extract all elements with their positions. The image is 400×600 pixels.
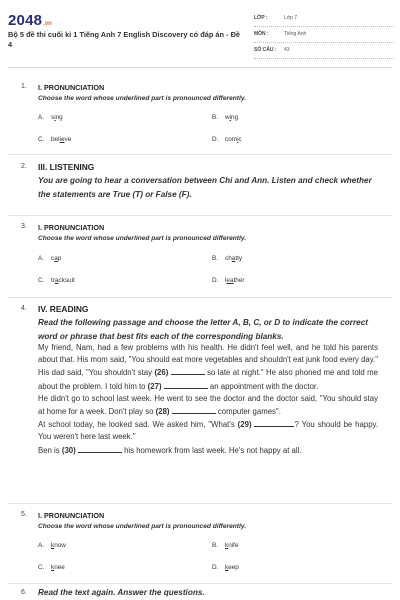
word-part: bel <box>51 136 60 143</box>
site-logo[interactable] <box>8 12 52 29</box>
passage-text: an appointment with the doctor. <box>209 381 319 391</box>
meta-label: LỚP : <box>254 15 268 21</box>
passage-text: computer games". <box>217 407 281 417</box>
section-title: IV. READING <box>38 304 89 314</box>
meta-subject <box>254 29 394 43</box>
option-b[interactable] <box>212 114 238 121</box>
option-c[interactable] <box>38 136 71 143</box>
passage-text: He didn't go to school last week. He went to see the doctor and the doctor said, "You should stay at home for a week. Don't play so <box>38 393 378 417</box>
meta-label: MÔN : <box>254 31 269 37</box>
question-instruction: Choose the word whose underlined part is pronounced differently. <box>38 95 247 102</box>
logo-suffix: .vn <box>43 21 52 27</box>
underlined-part: i <box>229 114 232 121</box>
section-divider <box>8 215 392 216</box>
word-part: tr <box>51 277 55 284</box>
question-instruction: Choose the word whose underlined part is pronounced differently. <box>38 235 247 242</box>
meta-value: Lớp 7 <box>284 15 298 21</box>
word-part: c <box>238 136 242 143</box>
option-letter: B. <box>212 114 219 121</box>
option-letter: A. <box>38 255 45 262</box>
option-letter: A. <box>38 542 45 549</box>
passage-text: his homework from last week. He's not happy at all. <box>124 445 302 455</box>
word-part: ng <box>231 114 239 121</box>
exam-meta <box>254 13 394 61</box>
section-title: III. LISTENING <box>38 162 95 172</box>
passage-text: so late at night." He also phoned me and told me about the problem. I told him to <box>38 368 378 391</box>
question-instruction: Choose the word whose underlined part is pronounced differently. <box>38 523 247 530</box>
option-b[interactable] <box>212 542 239 549</box>
option-letter: A. <box>38 114 45 121</box>
word-part: eep <box>228 564 239 571</box>
section-divider <box>8 503 392 504</box>
passage-paragraph <box>38 393 378 418</box>
underlined-part: i <box>54 114 56 121</box>
option-letter: C. <box>38 564 45 571</box>
question-instruction: Read the following passage and choose the letter A, B, C, or D to indicate the correct word or phrase that best fits each of the corresponding blanks. <box>38 318 368 341</box>
option-b[interactable] <box>212 255 242 262</box>
word-part: nife <box>228 542 239 549</box>
blank-number: (29) <box>237 420 252 430</box>
option-letter: D. <box>212 136 219 143</box>
answer-blank[interactable] <box>171 366 205 375</box>
header-divider <box>8 67 392 68</box>
section-title: I. PRONUNCIATION <box>38 223 105 232</box>
underlined-part: k <box>51 542 55 549</box>
question-instruction: You are going to hear a conversation between Chi and Ann. Listen and check whether the statements are True (T) or False (F). <box>38 176 372 199</box>
passage-paragraph <box>38 444 378 457</box>
meta-value: Tiếng Anh <box>284 31 307 37</box>
underlined-part: a <box>231 255 236 262</box>
meta-question-count <box>254 45 394 59</box>
option-letter: D. <box>212 564 219 571</box>
answer-blank[interactable] <box>164 380 208 389</box>
underlined-part: k <box>51 564 55 571</box>
word-part: com <box>225 136 238 143</box>
option-c[interactable] <box>38 564 65 571</box>
passage-paragraph <box>38 418 378 443</box>
option-letter: C. <box>38 277 45 284</box>
option-letter: B. <box>212 542 219 549</box>
page-header <box>0 0 400 64</box>
underlined-part: ie <box>59 136 65 143</box>
underlined-part: i <box>237 136 239 143</box>
option-letter: C. <box>38 136 45 143</box>
word-part: ve <box>64 136 72 143</box>
underlined-part: a <box>54 277 59 284</box>
option-letter: D. <box>212 277 219 284</box>
question-number: 6. <box>21 589 27 596</box>
word-part: l <box>225 277 227 284</box>
section-title: I. PRONUNCIATION <box>38 511 105 520</box>
section-divider <box>8 297 392 298</box>
answer-blank[interactable] <box>172 405 216 414</box>
option-a[interactable] <box>38 255 61 262</box>
word-part: p <box>57 255 62 262</box>
answer-blank[interactable] <box>254 418 294 427</box>
meta-class <box>254 13 394 27</box>
question-number: 2. <box>21 163 27 170</box>
blank-number: (26) <box>154 368 169 378</box>
section-divider <box>8 154 392 155</box>
word-part: ng <box>55 114 63 121</box>
question-number: 5. <box>21 511 27 518</box>
option-a[interactable] <box>38 114 63 121</box>
blank-number: (28) <box>155 407 170 417</box>
underlined-part: k <box>225 564 229 571</box>
word-part: tty <box>235 255 243 262</box>
word-part: cksuit <box>58 277 75 284</box>
meta-value: 43 <box>284 47 290 53</box>
option-a[interactable] <box>38 542 66 549</box>
passage-paragraph <box>38 342 378 393</box>
word-part: nee <box>54 564 65 571</box>
option-letter: B. <box>212 255 219 262</box>
word-part: w <box>225 114 230 121</box>
section-title: I. PRONUNCIATION <box>38 83 105 92</box>
passage-text: ? You should be happy. You weren't here last week." <box>38 420 379 442</box>
blank-number: (27) <box>147 381 162 391</box>
section-divider <box>8 583 392 584</box>
passage-text: At school today, he looked sad. We asked him, "What's <box>38 420 235 430</box>
answer-blank[interactable] <box>78 444 122 453</box>
question-number: 4. <box>21 305 27 312</box>
question-number: 3. <box>21 223 27 230</box>
question-number: 1. <box>21 83 27 90</box>
word-part: c <box>51 255 55 262</box>
underlined-part: k <box>225 542 229 549</box>
blank-number: (30) <box>61 445 76 455</box>
question-instruction: Read the text again. Answer the questions. <box>38 588 205 597</box>
word-part: s <box>51 114 55 121</box>
word-part: now <box>54 542 66 549</box>
word-part: ch <box>225 255 232 262</box>
passage-text: My friend, Nam, had a few problems with his health. He didn't feel well, and he told his parents about that. His mom said, "You should eat more vegetables and shouldn't eat junk food every day." His dad said, "You shouldn't stay <box>38 343 378 378</box>
logo-number: 2048 <box>8 12 43 29</box>
option-c[interactable] <box>38 277 75 284</box>
option-d[interactable] <box>212 277 245 284</box>
option-d[interactable] <box>212 136 242 143</box>
word-part: ther <box>233 277 245 284</box>
passage-text: Ben is <box>38 445 60 455</box>
meta-label: SỐ CÂU : <box>254 47 277 53</box>
document-title: Bộ 5 đề thi cuối kì 1 Tiếng Anh 7 English Discovery có đáp án - Đề 4 <box>8 30 241 49</box>
underlined-part: a <box>54 255 58 262</box>
option-d[interactable] <box>212 564 239 571</box>
underlined-part: ea <box>226 277 234 284</box>
reading-passage <box>38 342 378 457</box>
